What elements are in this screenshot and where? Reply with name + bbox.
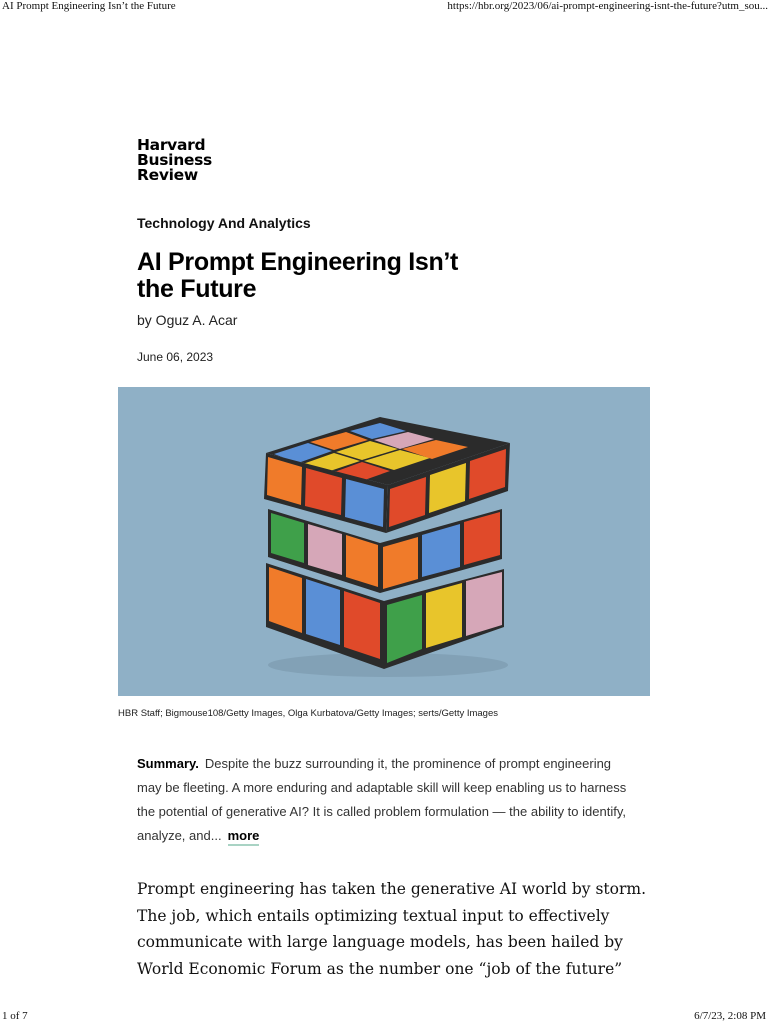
print-header <box>0 0 768 14</box>
article-body-paragraph: Prompt engineering has taken the generative AI world by storm. The job, which entails optimizing textual input to effectively communicate with large language models, has been hailed by World Economic Forum as the number one “job of the future” <box>137 880 647 978</box>
rubiks-cube-illustration <box>118 387 650 696</box>
summary-label: Summary. <box>137 756 199 771</box>
hbr-logo[interactable] <box>137 138 212 183</box>
hero-image <box>118 387 650 696</box>
print-footer <box>0 1010 768 1024</box>
logo-line-3: Review <box>137 166 198 184</box>
article-title: AI Prompt Engineering Isn’t the Future <box>137 248 459 303</box>
print-page-url[interactable]: https://hbr.org/2023/06/ai-prompt-engineering-isnt-the-future?utm_sou... <box>447 0 768 12</box>
summary-text: Despite the buzz surrounding it, the prominence of prompt engineering may be fleeting. A more enduring and adaptable skill will keep enabling us to harness the potential of generative AI? It is called problem formulation — the ability to identify, analyze, and... <box>137 756 627 843</box>
image-credit: HBR Staff; Bigmouse108/Getty Images, Olga Kurbatova/Getty Images; serts/Getty Images <box>118 708 498 719</box>
article-summary <box>137 752 637 848</box>
print-datetime: 6/7/23, 2:08 PM <box>694 1010 766 1022</box>
logo-line-1: Harvard <box>137 136 206 154</box>
more-link[interactable]: more <box>228 828 260 846</box>
print-page-number: 1 of 7 <box>2 1010 28 1022</box>
print-page-title: AI Prompt Engineering Isn’t the Future <box>2 0 176 12</box>
article-byline[interactable]: by Oguz A. Acar <box>137 312 238 328</box>
logo-line-2: Business <box>137 151 212 169</box>
article-category[interactable]: Technology And Analytics <box>137 215 311 231</box>
article-date: June 06, 2023 <box>137 350 214 364</box>
